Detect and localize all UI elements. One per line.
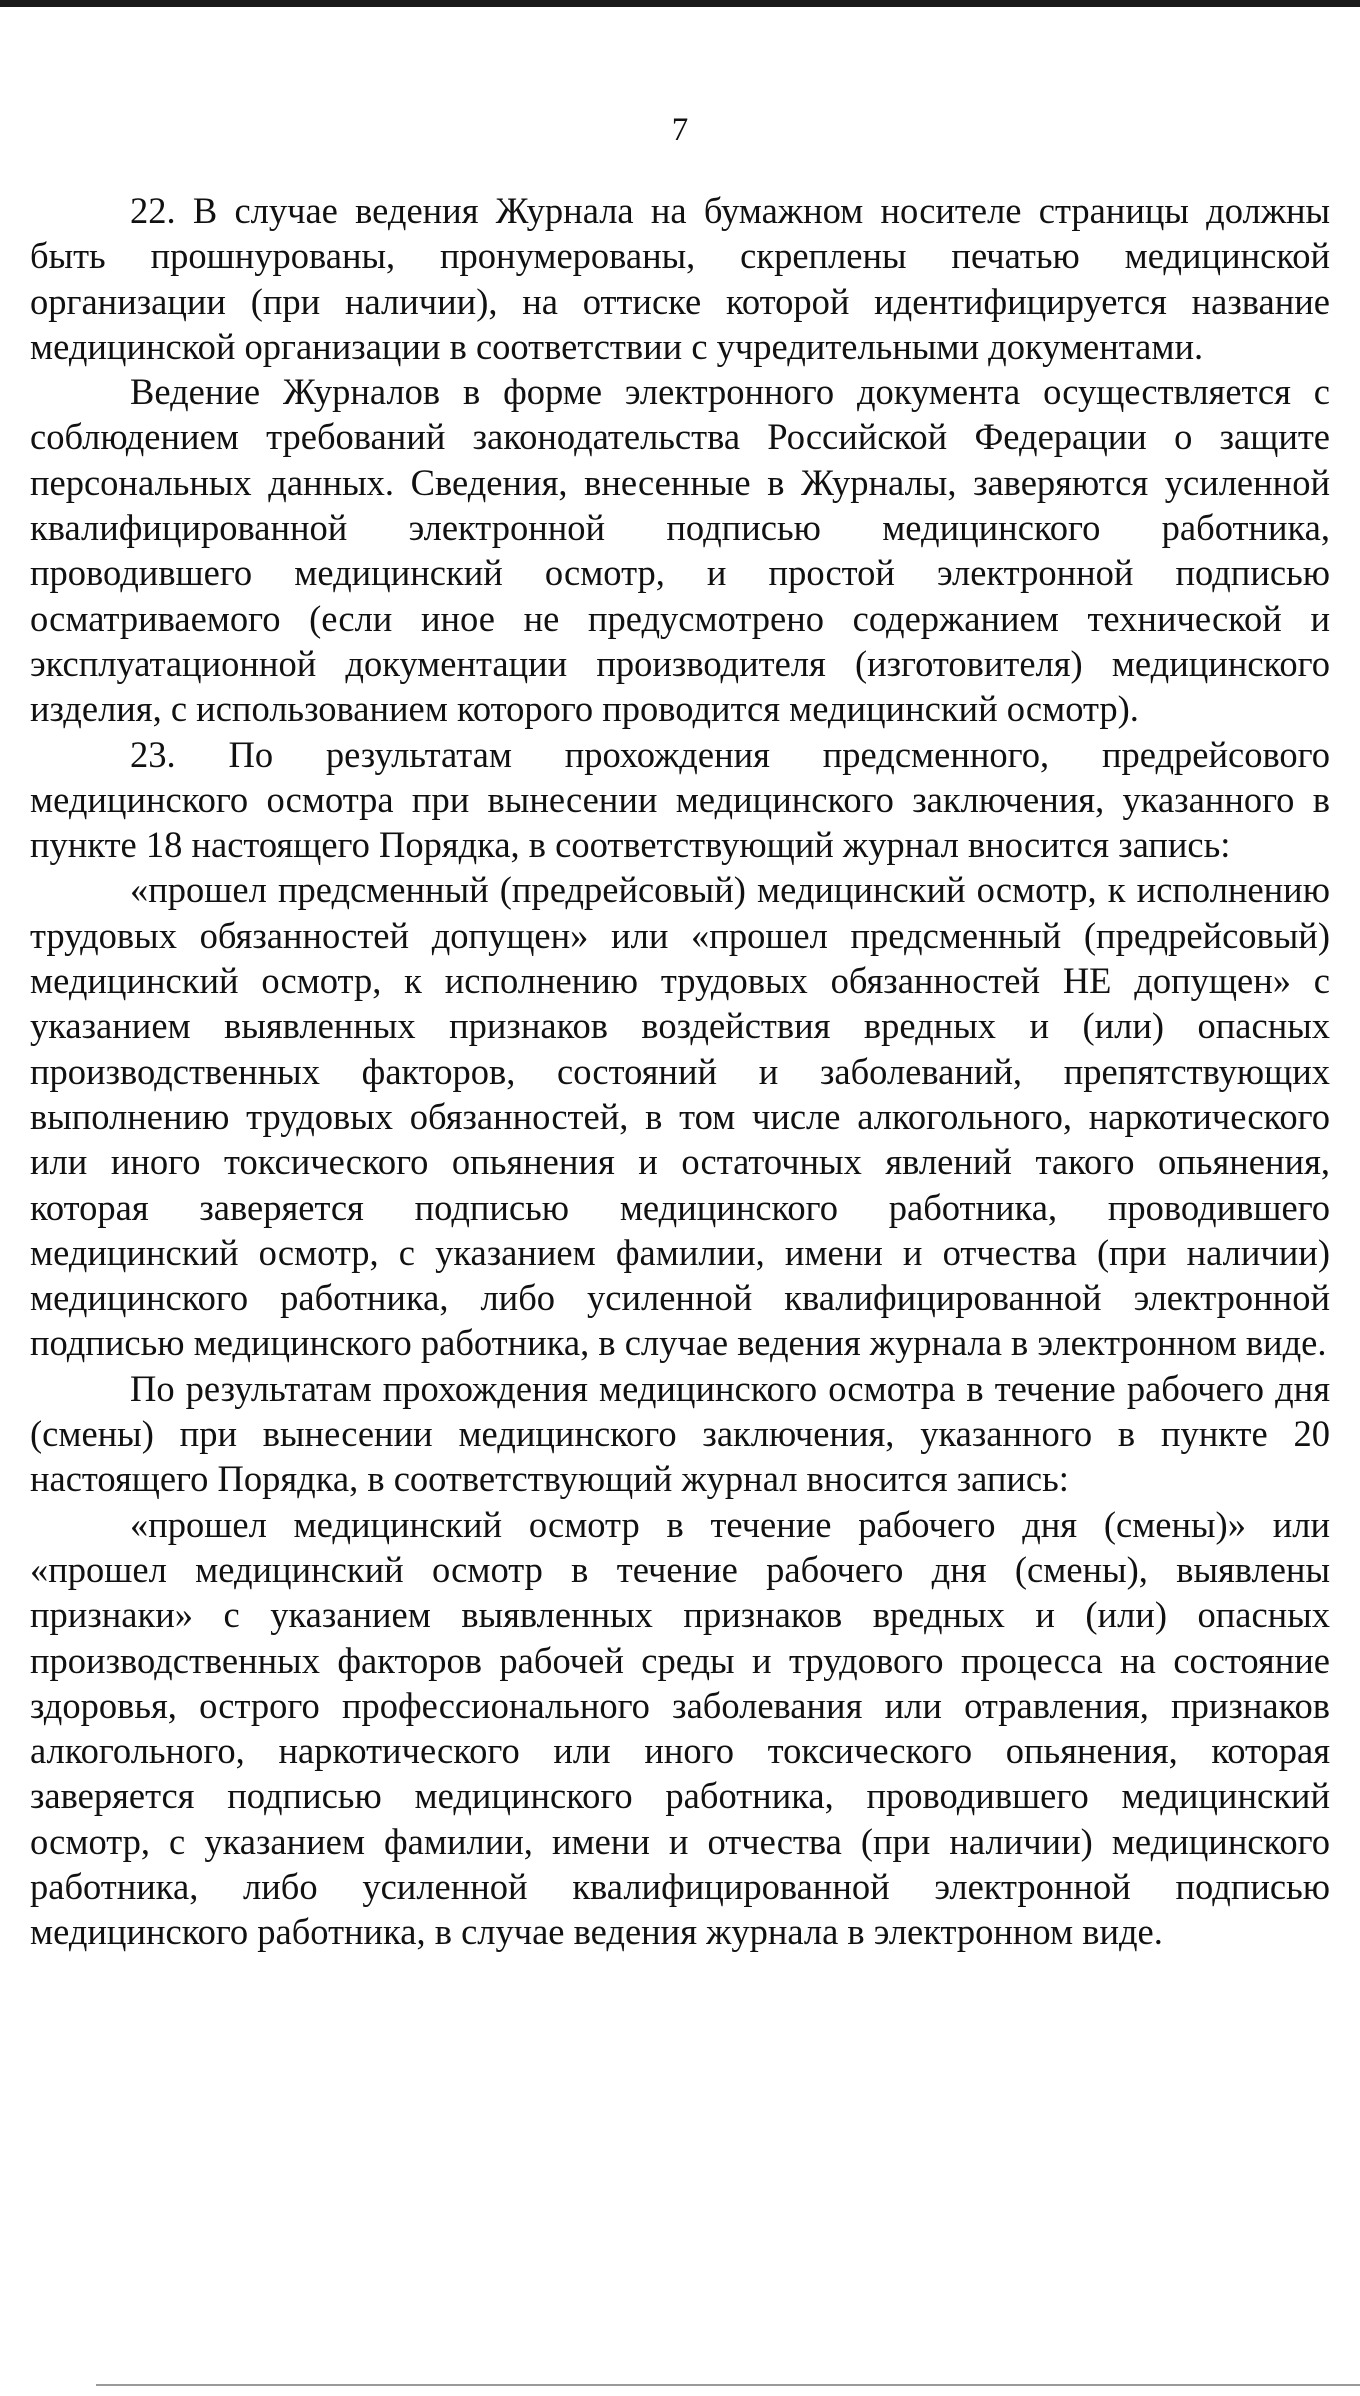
paragraph-22-paper-journal: 22. В случае ведения Журнала на бумажном носителе страницы должны быть прошнурованы, пронумерованы, скреплены печатью медицинской организации (при наличии), на оттиске которой идентифицируется название медицинской организации в соответствии с учредительными документами.: [30, 190, 1330, 367]
paragraph-23-pre-shift-results: 23. По результатам прохождения предсменного, предрейсового медицинского осмотра при вынесении медицинского заключения, указанного в пункте 18 настоящего Порядка, в соответствующий журнал вносится запись:: [30, 733, 1330, 866]
paragraph-pre-shift-record-text: «прошел предсменный (предрейсовый) медицинский осмотр, к исполнению трудовых обязанностей допущен» или «прошел предсменный (предрейсовый) медицинский осмотр, к исполнению трудовых обязанностей НЕ допущен» с указанием выявленных признаков воздействия вредных и (или) опасных производственных факторов, состояний и заболеваний, препятствующих выполнению трудовых обязанностей, в том числе алкогольного, наркотического или иного токсического опьянения и остаточных явлений такого опьянения, которая заверяется подписью медицинского работника, проводившего медицинский осмотр, с указанием фамилии, имени и отчества (при наличии) медицинского работника, либо усиленной квалифицированной электронной подписью медицинского работника, в случае ведения журнала в электронном виде.: [30, 869, 1330, 1364]
scan-top-edge: [0, 0, 1360, 7]
paragraph-workday-record-text: «прошел медицинский осмотр в течение рабочего дня (смены)» или «прошел медицинский осмотр в течение рабочего дня (смены), выявлены признаки» с указанием выявленных признаков вредных и (или) опасных производственных факторов рабочей среды и трудового процесса на состояние здоровья, острого профессионального заболевания или отравления, признаков алкогольного, наркотического или иного токсического опьянения, которая заверяется подписью медицинского работника, проводившего медицинский осмотр, с указанием фамилии, имени и отчества (при наличии) медицинского работника, либо усиленной квалифицированной электронной подписью медицинского работника, в случае ведения журнала в электронном виде.: [30, 1503, 1330, 1953]
page-number: 7: [671, 112, 689, 148]
document-body: [30, 188, 1330, 1955]
paragraph-electronic-journal: Ведение Журналов в форме электронного документа осуществляется с соблюдением требований законодательства Российской Федерации о защите персональных данных. Сведения, внесенные в Журналы, заверяются усиленной квалифицированной электронной подписью медицинского работника, проводившего медицинский осмотр, и простой электронной подписью осматриваемого (если иное не предусмотрено содержанием технической и эксплуатационной документации производителя (изготовителя) медицинского изделия, с использованием которого проводится медицинский осмотр).: [30, 371, 1330, 730]
paragraph-workday-results: По результатам прохождения медицинского осмотра в течение рабочего дня (смены) при вынесении медицинского заключения, указанного в пункте 20 настоящего Порядка, в соответствующий журнал вносится запись:: [30, 1367, 1330, 1500]
scan-bottom-edge: [96, 2384, 1360, 2386]
